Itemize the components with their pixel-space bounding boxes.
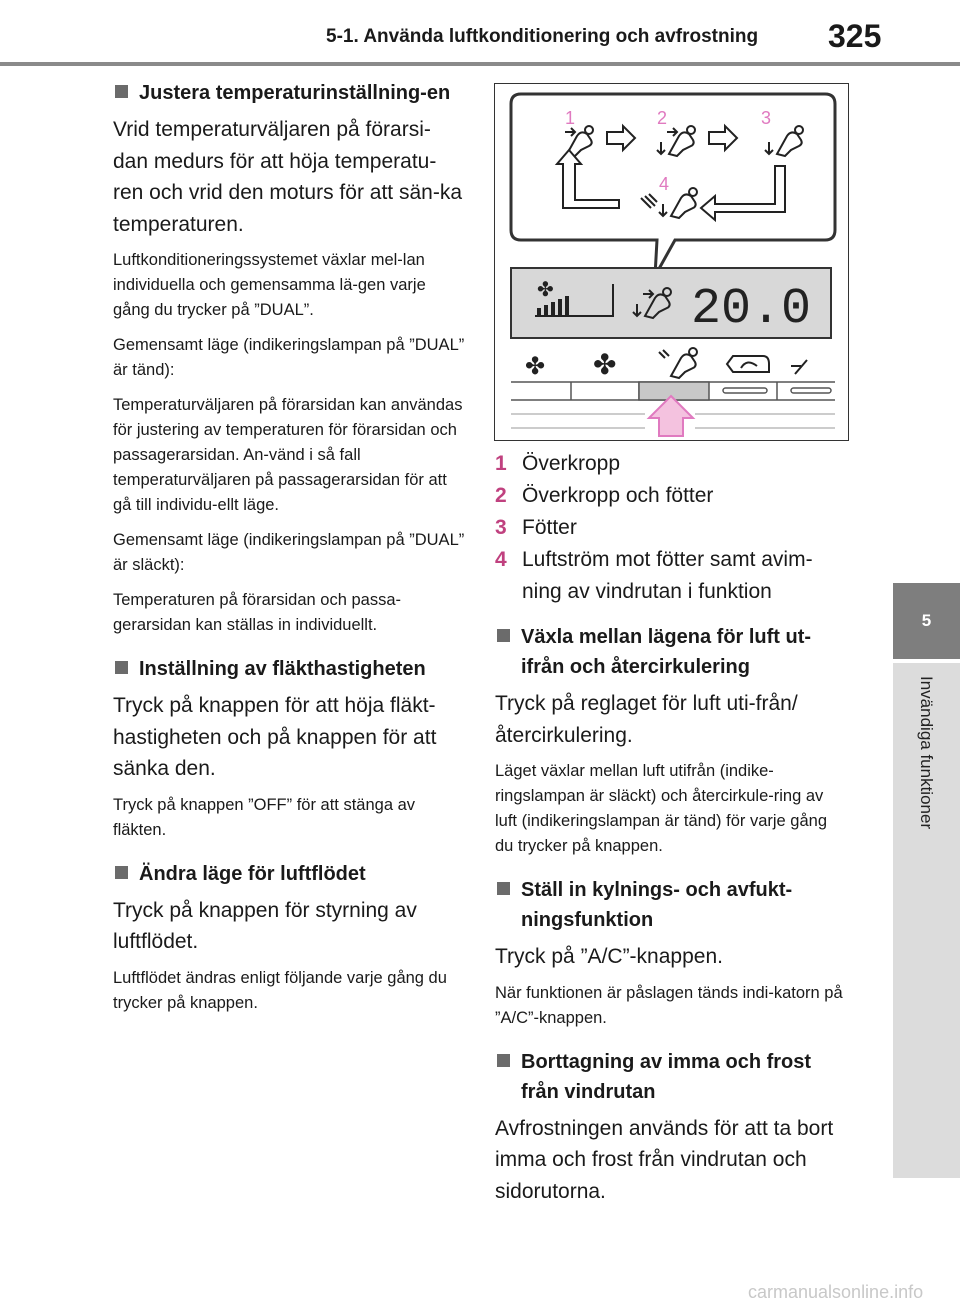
page-number: 325 <box>828 18 882 54</box>
section-title: 5-1. Använda luftkonditionering och avfrostning <box>326 26 759 47</box>
climate-panel-illustration <box>495 84 848 440</box>
list-item: 1 Överkropp <box>495 452 621 475</box>
fresh-air-icon <box>791 360 807 374</box>
airflow-mode-button-icon <box>659 348 697 378</box>
section-heading <box>495 1047 845 1107</box>
bullet-square-icon <box>115 85 128 98</box>
mode-label: 3 <box>761 108 772 128</box>
heading-text: Justera temperaturinställning-en <box>139 82 451 104</box>
list-item: 2 Överkropp och fötter <box>495 484 714 507</box>
fan-high-icon: ✤ <box>593 348 617 381</box>
bullet-square-icon <box>497 629 510 642</box>
watermark: carmanualsonline.info <box>748 1282 924 1302</box>
note-text: När funktionen är påslagen tänds indi-katorn på ”A/C”-knappen. <box>495 983 843 1027</box>
body-text: Tryck på reglaget för luft uti-från/återcirkulering. <box>495 692 798 747</box>
body-text: Avfrostningen används för att ta bort imma och frost från vindrutan och sidorutorna. <box>495 1116 834 1203</box>
bullet-square-icon <box>115 866 128 879</box>
right-column <box>495 448 845 1215</box>
body-text: Tryck på ”A/C”-knappen. <box>495 945 723 968</box>
list-item: 4 Luftström mot fötter samt avim-ning av vindrutan i funktion <box>495 548 813 603</box>
note-text: Temperaturväljaren på förarsidan kan användas för justering av temperaturen för förarsidan och passagerarsidan. An-vänd i så fall temperaturväljaren på passagerarsidan för att gå till individu-ellt läge. <box>113 396 463 514</box>
mode-label: 2 <box>657 108 668 128</box>
bullet-square-icon <box>497 882 510 895</box>
heading-text: Ställ in kylnings- och avfukt-ningsfunktion <box>521 879 793 931</box>
section-heading <box>113 654 465 684</box>
callout-bubble <box>511 94 835 276</box>
note-text: Luftkonditioneringssystemet växlar mel-lan individuella och gemensamma lä-gen varje gång du trycker på ”DUAL”. <box>113 251 426 319</box>
bullet-square-icon <box>497 1054 510 1067</box>
section-heading <box>113 78 465 108</box>
body-text: Vrid temperaturväljaren på förarsi-dan medurs för att höja temperatu-ren och vrid den moturs för att sän-ka temperaturen. <box>113 118 462 236</box>
header-divider <box>0 62 960 66</box>
chapter-tab <box>893 583 960 659</box>
fan-icon: ✤ <box>537 277 554 301</box>
section-heading <box>495 622 845 682</box>
mode-label: 4 <box>659 174 670 194</box>
heading-text: Inställning av fläkthastigheten <box>139 658 426 680</box>
note-text: Temperaturen på förarsidan och passa-gerarsidan kan ställas in individuellt. <box>113 591 401 634</box>
note-text: Läget växlar mellan luft utifrån (indike-ringslampan är släckt) och återcirkule-ring av luft (indikeringslampan är tänd) för varje gång du trycker på knappen. <box>495 762 828 855</box>
mode-label: 1 <box>565 108 576 128</box>
temperature-display: 20.0 <box>691 281 812 338</box>
note-text: Luftflödet ändras enligt följande varje gång du trycker på knappen. <box>113 968 447 1012</box>
section-heading <box>495 875 845 935</box>
heading-text: Ändra läge för luftflödet <box>139 862 366 885</box>
bullet-square-icon <box>115 661 128 674</box>
airflow-mode-figure <box>494 83 849 441</box>
left-column <box>113 78 465 1026</box>
press-indicator-arrow <box>649 396 693 436</box>
body-text: Tryck på knappen för styrning av luftflödet. <box>113 898 417 953</box>
fan-low-icon: ✤ <box>525 352 546 380</box>
body-text: Tryck på knappen för att höja fläkt-hastigheten och på knappen för att sänka den. <box>113 694 437 780</box>
note-text: Tryck på knappen ”OFF” för att stänga av fläkten. <box>113 795 416 839</box>
airflow-mode-list <box>495 448 845 608</box>
note-text: Gemensamt läge (indikeringslampan på ”DUAL” är släckt): <box>113 531 465 574</box>
list-item: 3 Fötter <box>495 516 577 539</box>
heading-text: Borttagning av imma och frost från vindrutan <box>521 1050 812 1103</box>
recirculation-icon <box>727 356 769 372</box>
chapter-number: 5 <box>921 611 932 630</box>
note-text: Gemensamt läge (indikeringslampan på ”DUAL” är tänd): <box>113 336 465 379</box>
section-heading <box>113 859 465 889</box>
heading-text: Växla mellan lägena för luft ut-ifrån och återcirkulering <box>521 626 812 678</box>
chapter-label: Invändiga funktioner <box>917 676 936 830</box>
